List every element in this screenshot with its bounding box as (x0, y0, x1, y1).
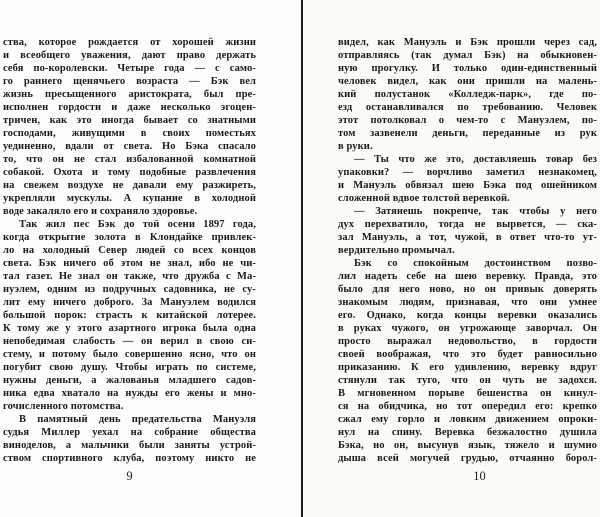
text-line: непобедимая слабость — он верил в свою си- (3, 336, 256, 347)
text-line: дыша всей могучей грудью, отчаянно борол- (338, 453, 597, 464)
page-spine-divider (301, 0, 303, 517)
right-page-number: 10 (473, 469, 486, 483)
text-line: ством спортивного клуба, поэтому никто не (3, 453, 256, 464)
text-line: — Ты что же это, доставляешь товар без (354, 154, 597, 165)
text-line: ную прогулку. И только один-единственный (338, 63, 597, 74)
text-line: стянули так туго, что он чуть не задохся. (338, 375, 597, 386)
text-line: дух перехватило, тогда не вырвется, — ска- (338, 219, 597, 230)
text-line: укрепляли мускулы. А купание в холодной (3, 193, 256, 204)
text-line: знакомым людям, признавая, что они умнее (338, 297, 597, 308)
text-line: то, что он не стал избалованной комнатной (3, 154, 256, 165)
text-line: своей воображая, что это будет равносильно (338, 349, 597, 360)
text-line: ства, которое рождается от хорошей жизни (3, 37, 256, 48)
text-line: отправляясь (так думал Бэк) на обыкновен- (338, 50, 597, 61)
text-line: ло на холодный Север людей со всех концов (3, 245, 256, 256)
text-line: ника едва хватало на нужды его жены и мно- (3, 388, 256, 399)
text-line: видел, как Мануэль и Бэк прошли через сад, (338, 37, 597, 48)
text-line: когда открытие золота в Клондайке привлек- (3, 232, 256, 243)
text-line: зал Мануэль, а тот, чужой, в ответ что-то ут- (338, 232, 597, 243)
text-line: его. Однако, когда концы веревки оказались (338, 310, 597, 321)
text-line: судья Миллер уехал на собрание общества (3, 427, 256, 438)
text-line: жизнь пресыщенного аристократа, был пре- (3, 89, 256, 100)
text-line: воде закаляло его и сохраняло здоровье. (3, 206, 198, 217)
text-line: света. Бэк ничего об этом не знал, ибо не чи- (3, 258, 256, 269)
text-line: вердительно промычал. (338, 245, 455, 256)
text-line: В памятный день предательства Мануэля (19, 414, 256, 425)
text-line: го раннего щенячьего возраста — Бэк вел (3, 76, 256, 87)
text-line: в руки. (338, 141, 373, 152)
text-line: Бэк со спокойным достоинством позво- (354, 258, 597, 269)
text-line: упаковки? — ворчливо заметил незнакомец, (338, 167, 597, 178)
text-line: Бэка, но он, высунув язык, тяжело и шумно (338, 440, 597, 451)
text-line: на свежем воздухе не давали ему разжиреть, (3, 180, 256, 191)
text-line: гочисленного потомства. (3, 401, 124, 412)
text-line: том зазвенели деньги, переданные из рук (338, 128, 597, 139)
text-line: было для него ново, но он привык доверять (338, 284, 597, 295)
text-line: тал газет. Не знал он также, что дружба с Ма- (3, 271, 256, 282)
right-page-text (338, 36, 597, 465)
text-line: лил надеть себе на шею веревку. Правда, это (338, 271, 597, 282)
text-line: в руках чужого, он угрожающе заворчал. Он (338, 323, 597, 334)
text-line: К тому же у этого азартного игрока была одна (3, 323, 256, 334)
text-line: приказанию. К его удивлению, веревку вдруг (338, 362, 597, 373)
text-line: собакой. Охота и тому подобные развлечения (3, 167, 256, 178)
text-line: езд останавливался по требованию. Человек (338, 102, 597, 113)
text-line: виноделов, а мальчики были заняты устрой- (3, 440, 256, 451)
text-line: себя по-королевски. Четыре года — с само- (3, 63, 256, 74)
text-line: господами, живущими в своих поместьях (3, 128, 256, 139)
text-line: человек видел, как они пришли на малень- (338, 76, 597, 87)
text-line: погубит свою душу. Чтобы играть по системе, (3, 362, 256, 373)
text-line: и Мануэль обвязал шею Бэка под ошейником (338, 180, 597, 191)
text-line: исполнен гордости и даже несколько эгоцен- (3, 102, 256, 113)
text-line: кий полустанок «Колледж-парк», где по- (338, 89, 597, 100)
text-line: В мгновенном порыве бешенства он кинул- (338, 388, 597, 399)
text-line: — Затянешь покрепче, так чтобы у него (354, 206, 597, 217)
text-line: стему, и потому было совершенно ясно, что он (3, 349, 256, 360)
text-line: нуэлем, одним из подручных садовника, не су- (3, 284, 256, 295)
text-line: тричен, как это иногда бывает со знатными (3, 115, 256, 126)
left-page-number: 9 (126, 469, 133, 483)
text-line: сложенной вдвое толстой веревкой. (338, 193, 510, 204)
text-line: уединенно, вдали от света. Но Бэка спасало (3, 141, 256, 152)
left-page-text (3, 36, 256, 465)
text-line: просто выражал недовольство, в гордости (338, 336, 597, 347)
text-line: лит ему ничего доброго. За Мануэлем водился (3, 297, 256, 308)
text-line: нужны деньги, а жалованья младшего садов- (3, 375, 256, 386)
text-line: нул на спину. Веревка безжалостно душила (338, 427, 597, 438)
text-line: этот потолковал о чем-то с Мануэлем, по- (338, 115, 597, 126)
text-line: сжал ему горло и ловким движением опроки- (338, 414, 597, 425)
text-line: Так жил пес Бэк до той осени 1897 года, (19, 219, 256, 230)
text-line: ся на обидчика, но тот опередил его: крепко (338, 401, 597, 412)
text-line: большой порок: страсть к китайской лотерее. (3, 310, 256, 321)
text-line: и всеобщего уважения, дают право держать (3, 50, 256, 61)
